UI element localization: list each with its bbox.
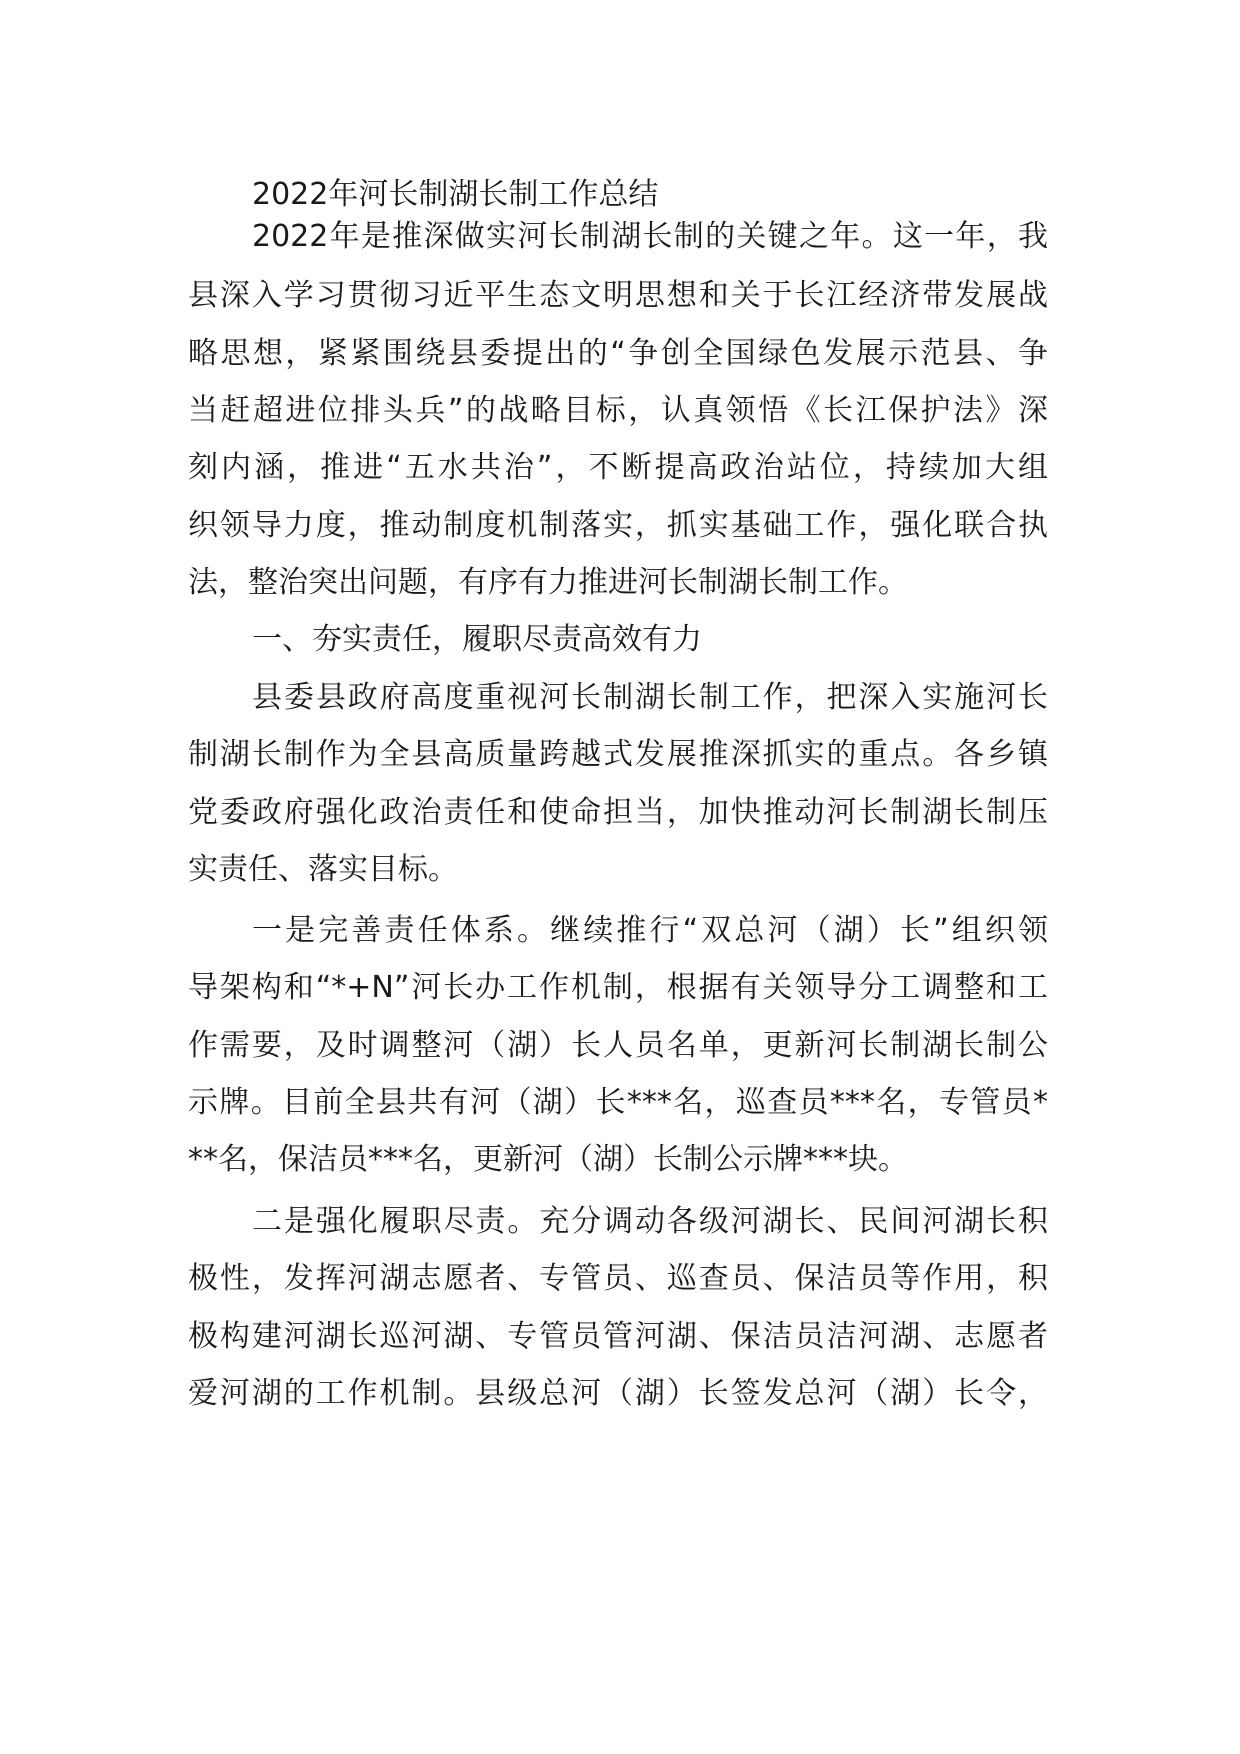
paragraph-line: **名，保洁员***名，更新河（湖）长制公示牌***块。	[188, 1142, 908, 1177]
paragraph-line: 爱河湖的工作机制。县级总河（湖）长签发总河（湖）长令，	[188, 1376, 1048, 1411]
section-heading: 一、夯实责任，履职尽责高效有力	[252, 622, 702, 657]
paragraph-line: 极性，发挥河湖志愿者、专管员、巡查员、保洁员等作用，积	[188, 1261, 1048, 1296]
paragraph-line: 当赶超进位排头兵”的战略目标，认真领悟《长江保护法》深	[188, 393, 1048, 428]
paragraph-line: 作需要，及时调整河（湖）长人员名单，更新河长制湖长制公	[188, 1028, 1048, 1063]
paragraph-line: 略思想，紧紧围绕县委提出的“争创全国绿色发展示范县、争	[188, 336, 1048, 371]
paragraph-line: 导架构和“*+N”河长办工作机制，根据有关领导分工调整和工	[188, 970, 1048, 1005]
paragraph-line: 法，整治突出问题，有序有力推进河长制湖长制工作。	[188, 565, 908, 600]
paragraph-line: 织领导力度，推动制度机制落实，抓实基础工作，强化联合执	[188, 508, 1048, 543]
paragraph-line: 县深入学习贯彻习近平生态文明思想和关于长江经济带发展战	[188, 278, 1048, 313]
paragraph-line: 二是强化履职尽责。充分调动各级河湖长、民间河湖长积	[252, 1204, 1048, 1239]
paragraph-line: 刻内涵，推进“五水共治”，不断提高政治站位，持续加大组	[188, 450, 1048, 485]
paragraph-line: 示牌。目前全县共有河（湖）长***名，巡查员***名，专管员*	[188, 1085, 1048, 1120]
paragraph-line: 2022年是推深做实河长制湖长制的关键之年。这一年，我	[252, 219, 1048, 254]
paragraph-line: 一是完善责任体系。继续推行“双总河（湖）长”组织领	[252, 913, 1048, 948]
document-title: 2022年河长制湖长制工作总结	[252, 177, 659, 212]
paragraph-line: 党委政府强化政治责任和使命担当，加快推动河长制湖长制压	[188, 795, 1048, 830]
paragraph-line: 制湖长制作为全县高质量跨越式发展推深抓实的重点。各乡镇	[188, 737, 1048, 772]
paragraph-line: 县委县政府高度重视河长制湖长制工作，把深入实施河长	[252, 680, 1048, 715]
paragraph-line: 极构建河湖长巡河湖、专管员管河湖、保洁员洁河湖、志愿者	[188, 1319, 1048, 1354]
paragraph-line: 实责任、落实目标。	[188, 852, 458, 887]
